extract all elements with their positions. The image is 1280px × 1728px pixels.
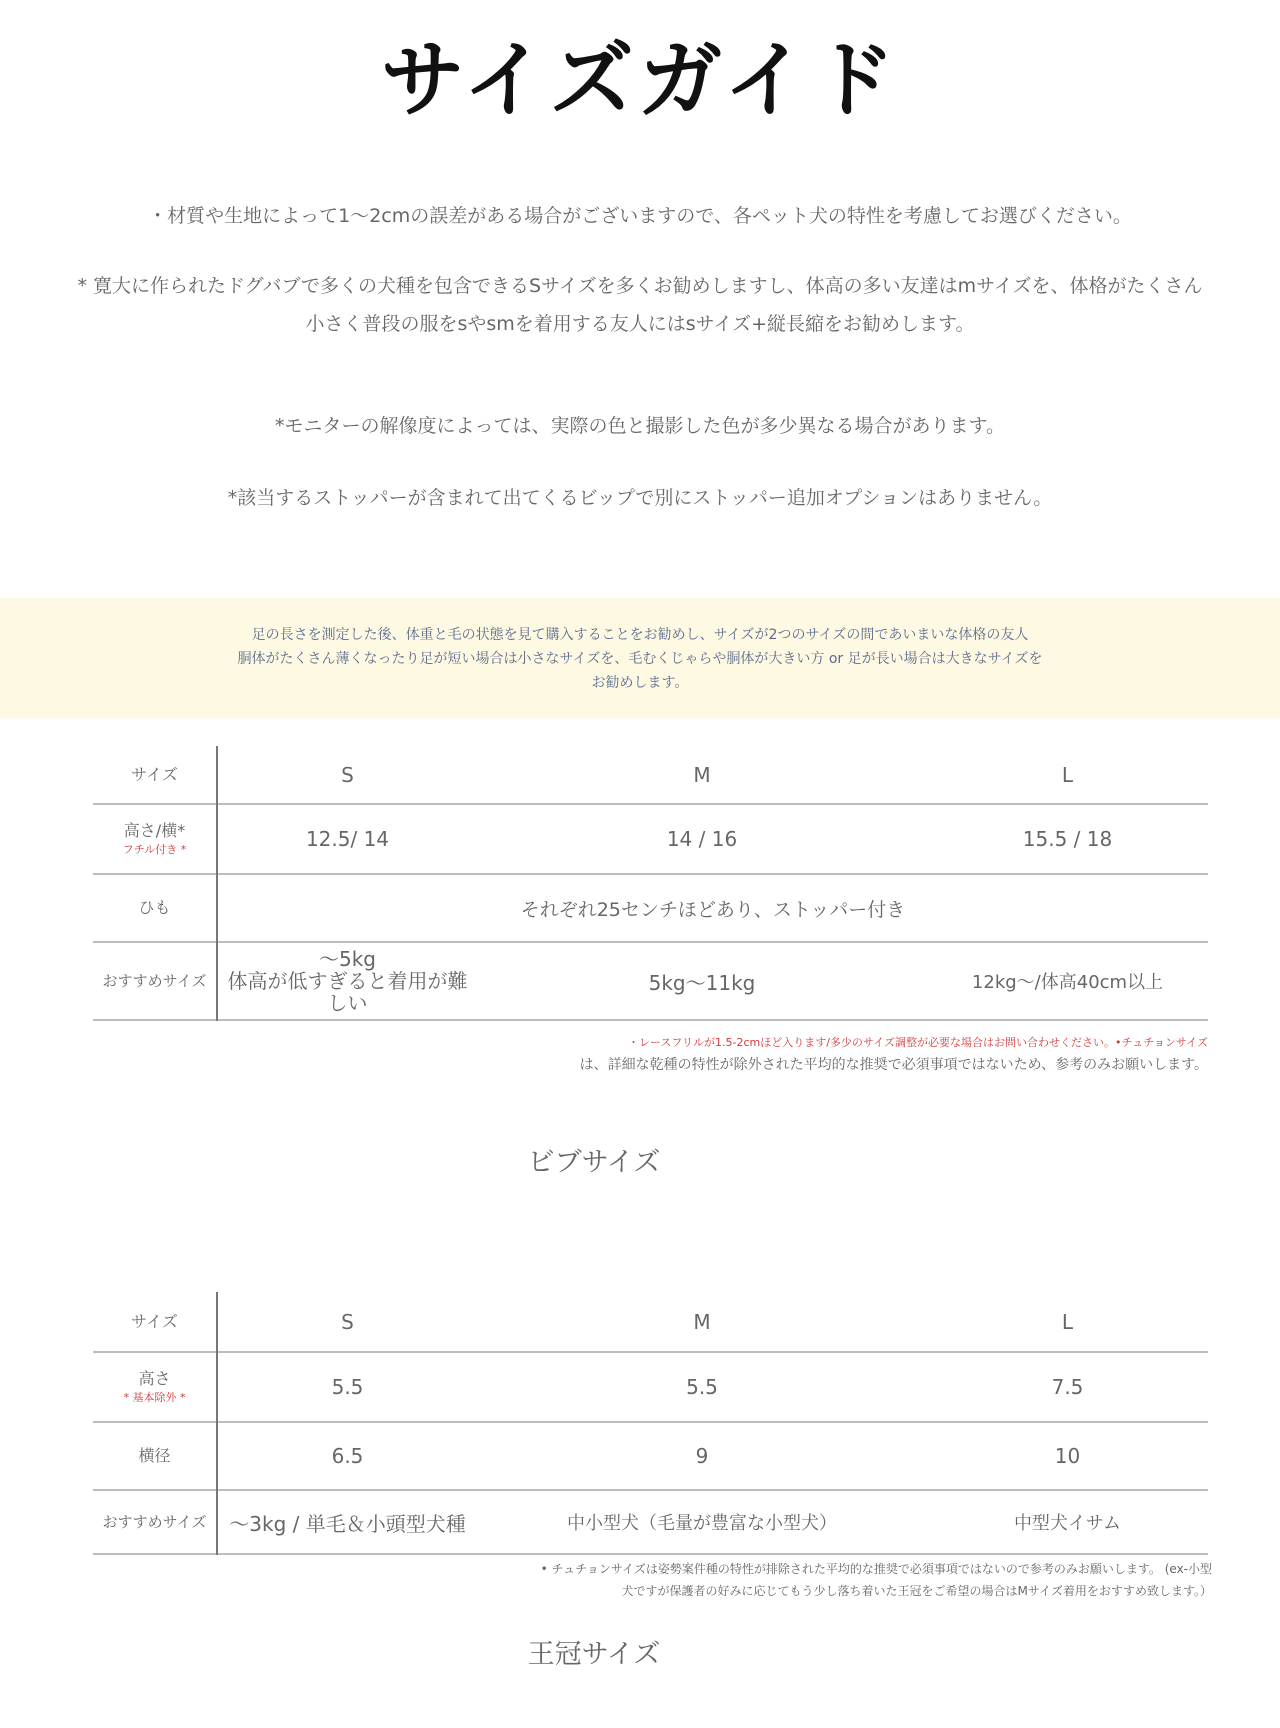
width-s: 6.5 [331,1444,364,1468]
height-sublabel: * 基本除外 * [123,1391,186,1404]
note-size-recommendation-line1: * 寛大に作られたドグバブで多くの犬種を包含できるSサイズを多くお勧めしますし、体高の多い友達はmサイズを、体格がたくさん [77,275,1203,297]
crown-footnote [541,1558,1212,1602]
advice-line-1: 足の長さを測定した後、体重と毛の状態を見て購入することをお勧めし、サイズが2つのサイズの間であいまいな体格の友人 [251,627,1029,643]
advice-line-3: お勧めします。 [591,675,689,691]
height-l: 7.5 [1051,1375,1084,1399]
table-header-row [93,1292,1208,1352]
recommended-s-weight: 〜5kg [318,947,376,971]
note-stopper: *該当するストッパーが含まれて出てくるビップで別にストッパー追加オプションはありません。 [227,487,1053,509]
height-width-label [93,804,217,874]
recommended-l: 中型犬イサム [1013,1513,1122,1534]
crown-section-title: 王冠サイズ [527,1639,661,1670]
recommended-s [217,942,477,1020]
height-width-sublabel: フチル付き * [122,843,187,856]
bib-section-title: ビブサイズ [527,1147,661,1178]
crown-size-table [93,1292,1208,1555]
string-value: それぞれ25センチほどあり、ストッパー付き [520,898,906,921]
measurement-advice-band [0,598,1280,718]
table-row-height [93,1352,1208,1422]
string-label: ひも [93,874,217,942]
table-row-recommended [93,942,1208,1020]
size-l-header: L [1061,1309,1074,1334]
recommended-l: 12kg〜/体高40cm以上 [971,972,1164,993]
recommended-s-note: 体高が低すぎると着用が難しい [227,969,468,1015]
bib-footnote-line2: は、詳細な乾種の特性が除外された平均的な推奨で必須事項ではないため、参考のみお願いします。 [579,1057,1208,1073]
recommended-m: 中小型犬（毛量が豊富な小型犬） [567,1513,837,1534]
recommended-label: おすすめサイズ [93,1490,217,1554]
size-header-label: サイズ [93,746,217,804]
recommended-s: 〜3kg / 単毛＆小頭型犬種 [229,1511,466,1536]
height-label [93,1352,217,1422]
bib-size-table [93,746,1208,1021]
size-m-header: M [693,762,711,787]
width-l: 10 [1054,1444,1081,1468]
crown-footnote-line2: 犬ですが保護者の好みに応じてもう少し落ち着いた王冠をご希望の場合はMサイズ着用をおすすめ致します。） [621,1584,1212,1598]
height-s: 12.5/ 14 [305,827,390,851]
table-row-height [93,804,1208,874]
bib-footnote [580,1032,1208,1076]
height-m: 14 / 16 [666,827,738,851]
height-l: 15.5 / 18 [1022,827,1113,851]
recommended-label: おすすめサイズ [93,942,217,1020]
note-tolerance: ・材質や生地によって1〜2cmの誤差がある場合がございますので、各ペット犬の特性を考慮してお選びください。 [148,205,1132,227]
height-width-label-text: 高さ/横* [123,821,186,840]
table-row-width [93,1422,1208,1490]
size-header-label: サイズ [93,1292,217,1352]
note-size-recommendation-line2: 小さく普段の服をsやsmを着用する友人にはsサイズ+縦長縮をお勧めします。 [305,313,975,335]
size-s-header: S [341,1309,354,1334]
size-m-header: M [693,1309,711,1334]
recommended-m: 5kg〜11kg [648,970,756,995]
width-m: 9 [695,1444,709,1468]
table-header-row [93,746,1208,804]
width-label: 横径 [93,1422,217,1490]
page-title: サイズガイド [380,31,900,129]
advice-line-2: 胴体がたくさん薄くなったり足が短い場合は小さなサイズを、毛むくじゃらや胴体が大きい方 or 足が長い場合は大きなサイズを [237,651,1043,667]
table-row-string [93,874,1208,942]
height-label-text: 高さ [138,1369,171,1388]
bib-footnote-red: ・レースフリルが1.5-2cmほど入ります/多少のサイズ調整が必要な場合はお問い合わせください。•チュチョンサイズ [627,1036,1208,1049]
table-row-recommended [93,1490,1208,1554]
size-s-header: S [341,762,354,787]
height-s: 5.5 [331,1375,364,1399]
size-l-header: L [1061,762,1074,787]
crown-footnote-line1: • チュチョンサイズは姿勢案件種の特性が排除された平均的な推奨で必須事項ではないので参考のみお願いします。 (ex-小型 [540,1562,1212,1576]
note-monitor-color: *モニターの解像度によっては、実際の色と撮影した色が多少異なる場合があります。 [275,415,1005,437]
height-m: 5.5 [686,1375,718,1399]
